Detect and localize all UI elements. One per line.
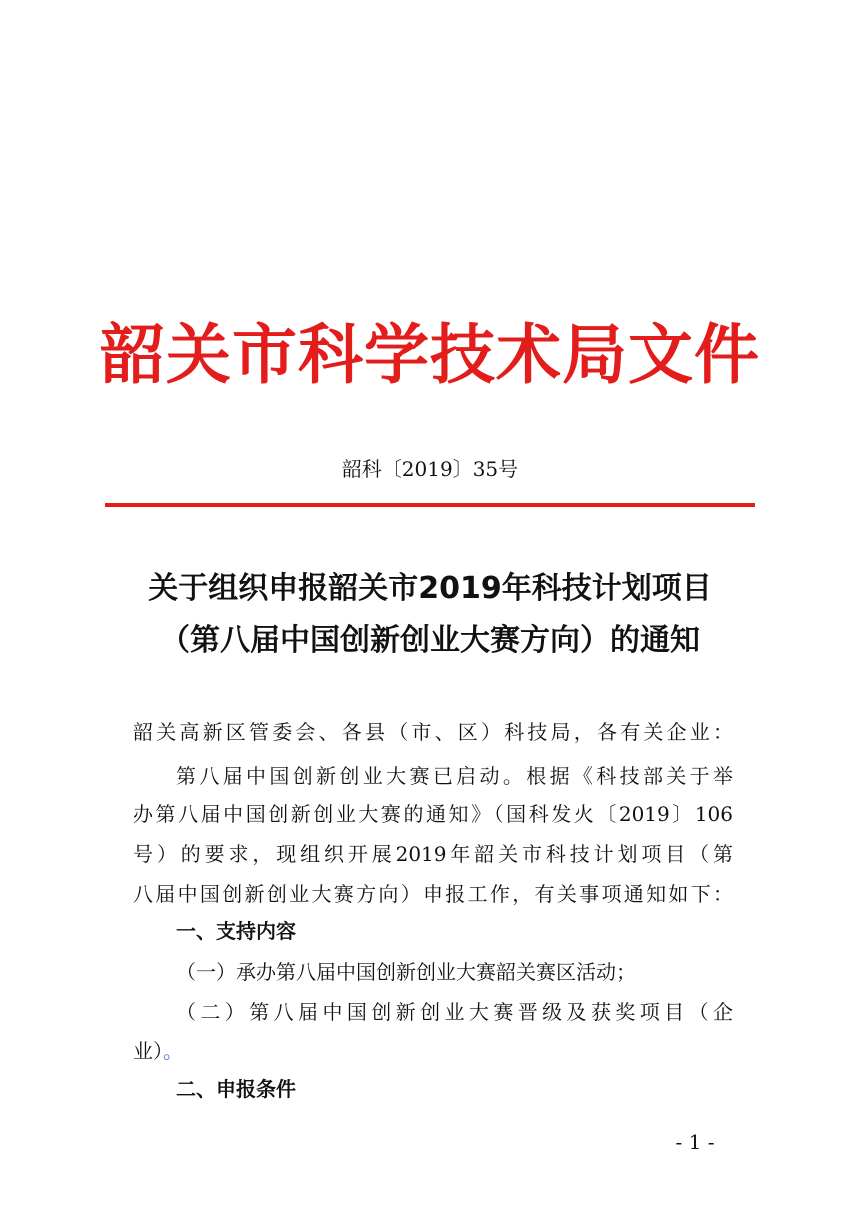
section-2-heading: 二、申报条件 <box>176 1077 296 1101</box>
section-1-item-2-line-1: （二）第八届中国创新创业大赛晋级及获奖项目（企 <box>176 1000 733 1024</box>
notice-title-line-2: （第八届中国创新创业大赛方向）的通知 <box>160 623 700 658</box>
page-number: - 1 - <box>675 1130 715 1154</box>
section-1-item-2-period: 。 <box>163 1039 183 1063</box>
intro-line-2: 办第八届中国创新创业大赛的通知》（国科发火〔2019〕106 <box>133 802 733 826</box>
salutation: 韶关高新区管委会、各县（市、区）科技局，各有关企业： <box>133 720 733 744</box>
intro-line-3: 号）的要求，现组织开展2019年韶关市科技计划项目（第 <box>133 842 733 866</box>
notice-title-line-1: 关于组织申报韶关市2019年科技计划项目 <box>148 571 712 606</box>
section-1-item-1: （一）承办第八届中国创新创业大赛韶关赛区活动； <box>176 960 636 984</box>
section-1-heading: 一、支持内容 <box>176 919 296 943</box>
red-divider-rule <box>105 503 755 507</box>
intro-line-1: 第八届中国创新创业大赛已启动。根据《科技部关于举 <box>176 764 733 788</box>
masthead-title: 韶关市科学技术局文件 <box>99 317 760 393</box>
document-number: 韶科〔2019〕35号 <box>341 457 519 481</box>
section-1-item-2-text: 业） <box>133 1039 163 1063</box>
section-1-item-2-line-2 <box>133 1037 733 1065</box>
intro-line-4: 八届中国创新创业大赛方向）申报工作，有关事项通知如下： <box>133 882 733 906</box>
